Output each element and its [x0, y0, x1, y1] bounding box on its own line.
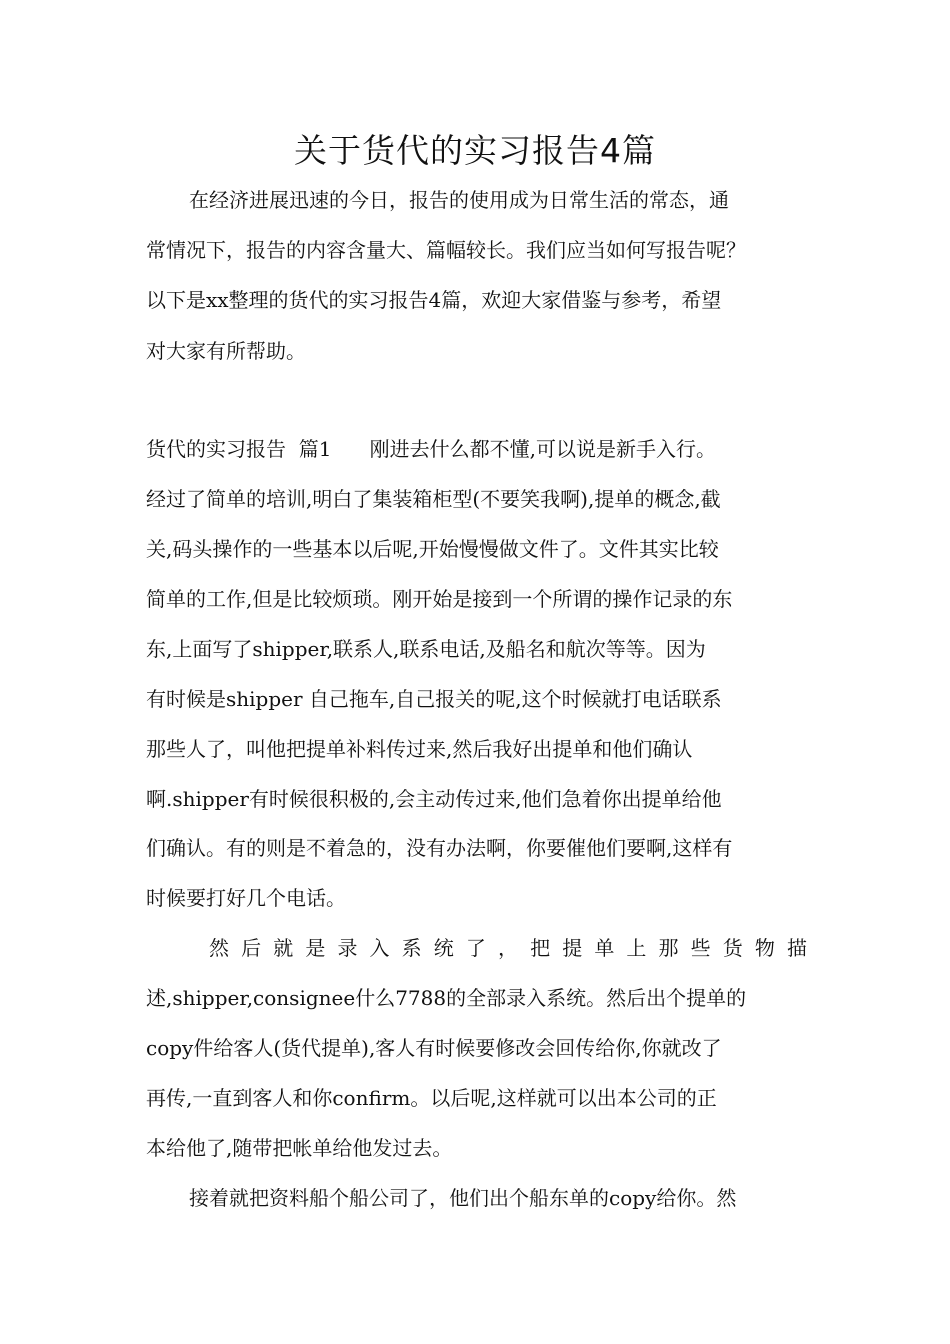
document-title: 关于货代的实习报告4篇: [294, 131, 656, 170]
justified-char: 物: [754, 936, 775, 960]
paragraph-line: 有时候是shipper 自己拖车,自己报关的呢,这个时候就打电话联系: [146, 687, 722, 711]
paragraph-line: 常情况下，报告的内容含量大、篇幅较长。我们应当如何写报告呢？: [146, 238, 746, 262]
justified-char: 然: [209, 936, 229, 960]
justified-char: 后: [241, 936, 262, 960]
paragraph-line: 们确认。有的则是不着急的，没有办法啊，你要催他们要啊,这样有: [146, 836, 733, 860]
section-heading-line: 货代的实习报告 篇1 刚进去什么都不懂,可以说是新手入行。: [146, 437, 716, 461]
paragraph-line: 那些人了，叫他把提单补料传过来,然后我好出提单和他们确认: [146, 737, 693, 761]
justified-char: 系: [401, 936, 422, 960]
justified-char: 是: [305, 936, 326, 960]
paragraph-line: 经过了简单的培训,明白了集装箱柜型(不要笑我啊),提单的概念,截: [146, 487, 721, 511]
paragraph-line: 述,shipper,consignee什么7788的全部录入系统。然后出个提单的: [146, 986, 747, 1010]
paragraph-line: 东,上面写了shipper,联系人,联系电话,及船名和航次等等。因为: [146, 637, 706, 661]
paragraph-line: 啊.shipper有时候很积极的,会主动传过来,他们急着你出提单给他: [146, 787, 722, 811]
justified-char: 就: [273, 936, 294, 960]
justified-char: 把: [530, 936, 551, 960]
justified-char: 那: [658, 936, 679, 960]
justified-char: 了: [465, 936, 486, 960]
paragraph-line: 对大家有所帮助。: [146, 339, 306, 363]
justified-char: 上: [626, 936, 647, 960]
paragraph-line: 关,码头操作的一些基本以后呢,开始慢慢做文件了。文件其实比较: [146, 537, 719, 561]
justified-char: 入: [369, 936, 390, 960]
paragraph-line: 在经济进展迅速的今日，报告的使用成为日常生活的常态，通: [189, 188, 729, 212]
justified-char: ，: [497, 936, 518, 960]
justified-char: 些: [690, 936, 711, 960]
justified-char: 提: [562, 936, 583, 960]
justified-char: 货: [722, 936, 743, 960]
justified-line: [209, 932, 807, 964]
justified-char: 统: [433, 936, 454, 960]
paragraph-line: 本给他了,随带把帐单给他发过去。: [146, 1136, 453, 1160]
paragraph-line: copy件给客人(货代提单),客人有时候要修改会回传给你,你就改了: [146, 1036, 722, 1060]
justified-char: 描: [786, 936, 807, 960]
justified-char: 单: [594, 936, 615, 960]
paragraph-line: 以下是xx整理的货代的实习报告4篇，欢迎大家借鉴与参考，希望: [146, 288, 722, 312]
paragraph-line: 再传,一直到客人和你confirm。以后呢,这样就可以出本公司的正: [146, 1086, 717, 1110]
paragraph-line: 接着就把资料船个船公司了，他们出个船东单的copy给你。然: [189, 1186, 737, 1210]
paragraph-line: 简单的工作,但是比较烦琐。刚开始是接到一个所谓的操作记录的东: [146, 587, 733, 611]
justified-char: 录: [337, 936, 358, 960]
paragraph-line: 时候要打好几个电话。: [146, 886, 346, 910]
